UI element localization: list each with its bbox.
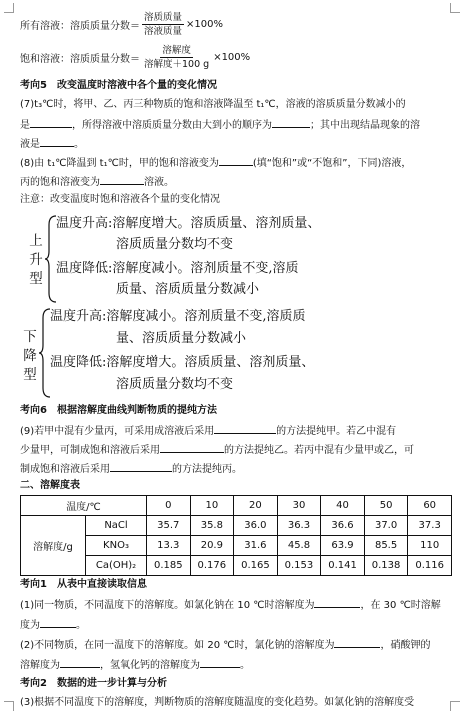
question-9-cont: 制成饱和溶液后采用 的方法提纯丙。	[20, 461, 452, 477]
rule-line: 温度降低:溶解度减小。溶剂质量不变,溶质	[56, 261, 299, 276]
answer-blank[interactable]	[60, 657, 100, 668]
answer-blank[interactable]	[160, 442, 224, 453]
question-8-cont: 丙的饱和溶液变为 溶液。	[20, 174, 452, 190]
table-cell: 36.0	[234, 516, 278, 536]
answer-blank[interactable]	[40, 136, 74, 147]
substance-cell: Ca(OH)₂	[86, 556, 147, 576]
falling-type-label: 下 降 型	[23, 329, 37, 383]
question-8: (8)由 t₁℃降温到 t₁℃时，甲的饱和溶液变为 (填“饱和”或“不饱和”，下同)溶液，	[20, 155, 452, 171]
table-header-cell: 60	[408, 496, 452, 516]
substance-cell: NaCl	[86, 516, 147, 536]
section-heading: 二、溶解度表	[20, 480, 80, 491]
table-cell: 0.141	[321, 556, 365, 576]
table-cell: 35.7	[147, 516, 191, 536]
answer-blank[interactable]	[100, 174, 144, 185]
table-header-cell: 30	[277, 496, 321, 516]
section-heading: 考向6 根据溶解度曲线判断物质的提纯方法	[20, 405, 217, 416]
table-header-cell: 50	[364, 496, 408, 516]
table-header-row	[21, 496, 452, 516]
question-7-cont: 是 ，所得溶液中溶质质量分数由大到小的顺序为 ；其中出现结晶现象的溶	[20, 117, 452, 133]
answer-blank[interactable]	[200, 657, 240, 668]
table-cell: 0.176	[190, 556, 234, 576]
question-9-cont: 少量甲，可制成饱和溶液后采用 的方法提纯乙。若丙中混有少量甲或乙，可	[20, 442, 452, 458]
table-cell: 35.8	[190, 516, 234, 536]
table-cell: 36.6	[321, 516, 365, 536]
row-group-label: 溶解度/g	[21, 516, 86, 576]
rule-line: 溶质质量分数均不变	[116, 237, 234, 252]
table-row	[21, 516, 452, 536]
answer-blank[interactable]	[214, 423, 276, 434]
table-header-cell: 0	[147, 496, 191, 516]
table-cell: 0.138	[364, 556, 408, 576]
section-heading: 考向5 改变温度时溶液中各个量的变化情况	[20, 80, 217, 91]
fraction: $\frac{\text{溶解度}}{\text{溶解度＋100 g}}$	[144, 45, 210, 70]
rising-type-label: 上 升 型	[29, 233, 43, 287]
substance-cell: KNO₃	[86, 536, 147, 556]
question-9: (9)若甲中混有少量丙，可采用成溶液后采用 的方法提纯甲。若乙中混有	[20, 423, 452, 439]
question-1-cont: 度为 。	[20, 617, 452, 633]
answer-blank[interactable]	[30, 117, 72, 128]
table-cell: 31.6	[234, 536, 278, 556]
page-corner-mark	[4, 701, 14, 711]
table-header-cell: 20	[234, 496, 278, 516]
rule-line: 量、溶质质量分数减小	[116, 331, 247, 346]
rule-line: 温度升高:溶解度增大。溶质质量、溶剂质量、	[56, 216, 321, 231]
table-cell: 36.3	[277, 516, 321, 536]
fraction: $\frac{\text{溶质质量}}{\text{溶液质量}}$	[144, 12, 183, 37]
question-1: (1)同一物质，不同温度下的溶解度。如氯化钠在 10 ℃时溶解度为 ，在 30 ℃时溶解	[20, 597, 452, 613]
table-header-cell: 10	[190, 496, 234, 516]
rule-line: 温度升高:溶解度减小。溶剂质量不变,溶质质	[50, 309, 306, 324]
table-cell: 37.0	[364, 516, 408, 536]
question-2-cont: 溶解度为 ，氢氧化钙的溶解度为 。	[20, 657, 452, 673]
page-corner-mark	[450, 3, 460, 13]
table-cell: 0.165	[234, 556, 278, 576]
table-cell: 0.116	[408, 556, 452, 576]
table-cell: 0.185	[147, 556, 191, 576]
table-row	[21, 536, 452, 556]
answer-blank[interactable]	[334, 637, 380, 648]
rule-line: 温度降低:溶解度增大。溶质质量、溶剂质量、	[50, 355, 315, 370]
formula-all-solutions: 所有溶液：溶质质量分数＝ $\frac{\text{溶质质量}}{\text{溶液质量}}$ ×100%	[20, 12, 223, 37]
table-row	[21, 556, 452, 576]
table-header-cell: 温度/℃	[21, 496, 147, 516]
question-7-cont: 液是 。	[20, 136, 452, 152]
answer-blank[interactable]	[110, 461, 172, 472]
question-3: (3)根据不同温度下的溶解度，判断物质的溶解度随温度的变化趋势。如氯化钠的溶解度受	[20, 697, 415, 708]
section-heading: 考向2 数据的进一步计算与分析	[20, 678, 167, 689]
page-corner-mark	[4, 3, 14, 13]
table-cell: 45.8	[277, 536, 321, 556]
formula-saturated-solution: 饱和溶液：溶质质量分数＝ $\frac{\text{溶解度}}{\text{溶解度＋100 g}}$ ×100%	[20, 45, 251, 70]
note: 注意：改变温度时饱和溶液各个量的变化情况	[20, 194, 220, 205]
table-cell: 0.153	[277, 556, 321, 576]
table-cell: 85.5	[364, 536, 408, 556]
table-cell: 20.9	[190, 536, 234, 556]
table-cell: 13.3	[147, 536, 191, 556]
question-7: (7)t₃℃时，将甲、乙、丙三种物质的饱和溶液降温至 t₁℃，溶液的溶质质量分数减小的	[20, 99, 406, 110]
table-header-cell: 40	[321, 496, 365, 516]
solubility-table	[20, 495, 452, 576]
table-cell: 63.9	[321, 536, 365, 556]
answer-blank[interactable]	[272, 117, 310, 128]
section-heading: 考向1 从表中直接读取信息	[20, 579, 147, 590]
rule-line: 质量、溶质质量分数减小	[116, 282, 260, 297]
rule-line: 溶质质量分数均不变	[116, 377, 234, 392]
answer-blank[interactable]	[314, 597, 360, 608]
answer-blank[interactable]	[219, 155, 253, 166]
table-cell: 37.3	[408, 516, 452, 536]
table-cell: 110	[408, 536, 452, 556]
question-2: (2)不同物质，在同一温度下的溶解度。如 20 ℃时，氯化钠的溶解度为 ，硝酸钾的	[20, 637, 452, 653]
answer-blank[interactable]	[40, 617, 76, 628]
